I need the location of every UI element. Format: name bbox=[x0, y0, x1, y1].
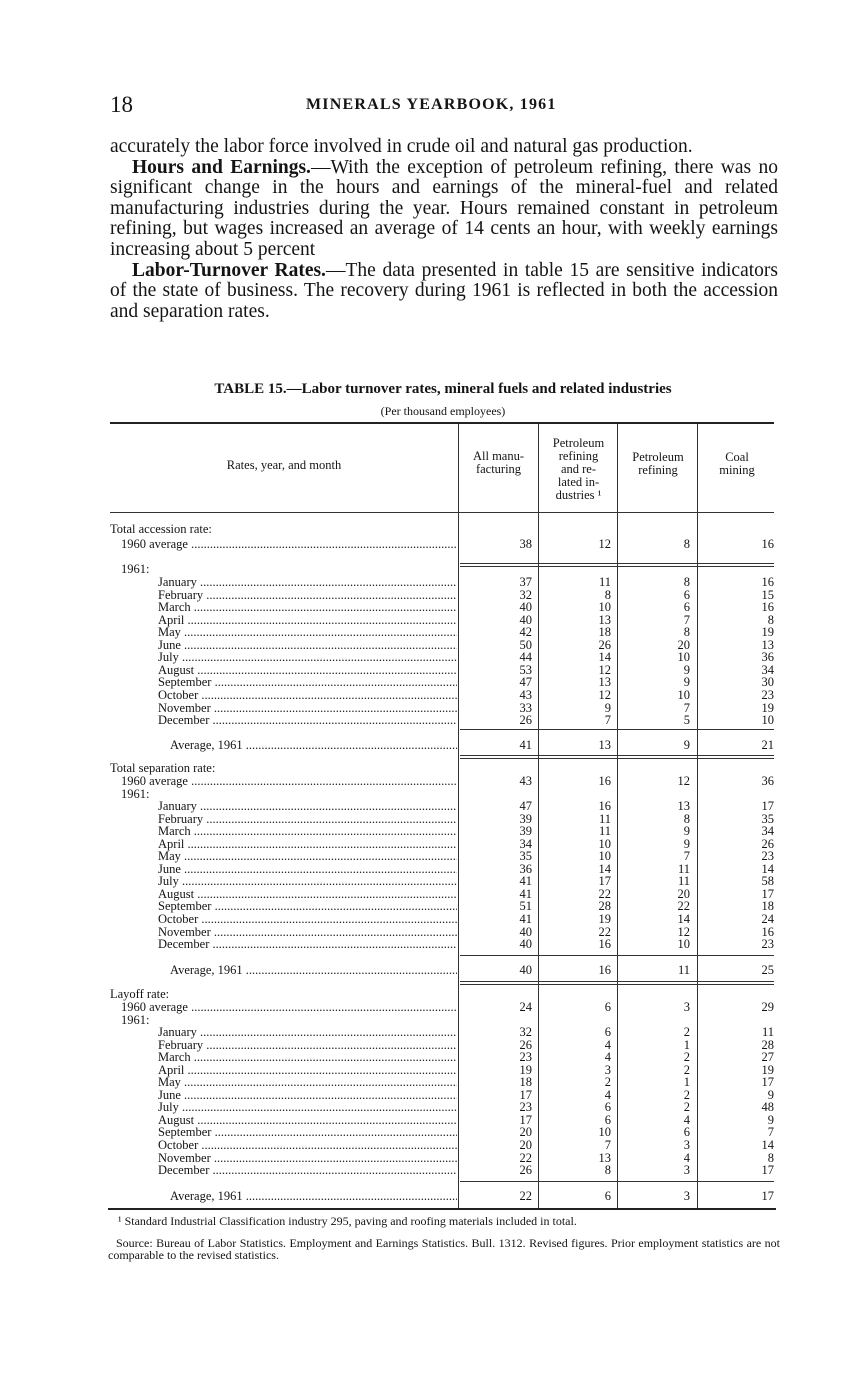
table-row bbox=[0, 850, 864, 863]
cell-petroleum-refining-related: 14 bbox=[598, 650, 611, 665]
cell-coal-mining: 7 bbox=[767, 1125, 774, 1140]
cell-petroleum-refining-related: 16 bbox=[598, 937, 611, 952]
cell-coal-mining: 17 bbox=[761, 1189, 774, 1203]
table-row bbox=[0, 800, 864, 813]
month-label: December ..... bbox=[158, 714, 457, 727]
table-row bbox=[0, 702, 864, 715]
month-label: February ..... bbox=[158, 589, 457, 602]
cell-all-manufacturing: 22 bbox=[519, 1150, 532, 1165]
cell-coal-mining: 19 bbox=[761, 1062, 774, 1077]
cell-petroleum-refining: 3 bbox=[683, 1189, 690, 1203]
cell-petroleum-refining: 7 bbox=[683, 849, 690, 864]
month-label: October ..... bbox=[158, 1139, 457, 1152]
table-rule bbox=[460, 755, 774, 756]
page-header bbox=[110, 92, 776, 118]
month-label: July ..... bbox=[158, 1101, 457, 1114]
table-row bbox=[0, 813, 864, 826]
cell-petroleum-refining-related: 7 bbox=[604, 713, 611, 728]
cell-petroleum-refining-related: 12 bbox=[598, 687, 611, 702]
cell-petroleum-refining: 6 bbox=[683, 1125, 690, 1140]
cell-coal-mining: 11 bbox=[761, 1025, 774, 1039]
row-label: Average, 1961 ..... bbox=[170, 1190, 457, 1203]
month-label: March ..... bbox=[158, 1051, 457, 1064]
cell-petroleum-refining: 12 bbox=[677, 774, 690, 788]
table-row bbox=[0, 601, 864, 614]
cell-all-manufacturing: 20 bbox=[519, 1125, 532, 1140]
row-label: 1960 average ..... bbox=[121, 775, 457, 788]
cell-all-manufacturing: 40 bbox=[519, 600, 532, 615]
row-label: Average, 1961 ..... bbox=[170, 739, 457, 752]
table-source-note: Source: Bureau of Labor Statistics. Employment and Earnings Statistics. Bull. 1312. Revised figures. Prior employment statistics are not comparable to the revised statistics. bbox=[108, 1236, 780, 1262]
table-subtitle: (Per thousand employees) bbox=[380, 404, 506, 418]
cell-petroleum-refining-related: 6 bbox=[604, 1189, 611, 1203]
cell-petroleum-refining-related: 8 bbox=[604, 587, 611, 602]
cell-petroleum-refining: 11 bbox=[677, 861, 690, 876]
cell-petroleum-refining-related: 6 bbox=[604, 1112, 611, 1127]
row-label: 1960 average ..... bbox=[121, 1001, 457, 1014]
table-top-rule bbox=[110, 422, 774, 424]
table-row bbox=[0, 926, 864, 939]
section-heading-accession bbox=[0, 523, 864, 536]
cell-petroleum-refining-related: 6 bbox=[604, 1025, 611, 1039]
cell-all-manufacturing: 42 bbox=[519, 625, 532, 640]
table-row bbox=[0, 875, 864, 888]
table-rule bbox=[460, 981, 774, 982]
cell-all-manufacturing: 17 bbox=[519, 1087, 532, 1102]
cell-petroleum-refining: 12 bbox=[677, 924, 690, 939]
cell-all-manufacturing: 24 bbox=[519, 1000, 532, 1014]
cell-petroleum-refining: 10 bbox=[677, 650, 690, 665]
cell-coal-mining: 35 bbox=[761, 811, 774, 826]
cell-all-manufacturing: 32 bbox=[519, 587, 532, 602]
cell-all-manufacturing: 47 bbox=[519, 799, 532, 813]
month-label: June ..... bbox=[158, 639, 457, 652]
cell-petroleum-refining-related: 19 bbox=[598, 911, 611, 926]
cell-coal-mining: 19 bbox=[761, 700, 774, 715]
table-row-1960-average bbox=[0, 775, 864, 788]
cell-all-manufacturing: 50 bbox=[519, 637, 532, 652]
cell-petroleum-refining: 8 bbox=[683, 575, 690, 589]
month-label: February ..... bbox=[158, 813, 457, 826]
table-row bbox=[0, 1089, 864, 1102]
cell-coal-mining: 58 bbox=[761, 874, 774, 889]
cell-coal-mining: 30 bbox=[761, 675, 774, 690]
cell-coal-mining: 23 bbox=[761, 849, 774, 864]
cell-petroleum-refining-related: 22 bbox=[598, 924, 611, 939]
table-rule bbox=[460, 758, 774, 759]
cell-coal-mining: 14 bbox=[761, 861, 774, 876]
cell-petroleum-refining-related: 16 bbox=[598, 963, 611, 977]
cell-petroleum-refining: 9 bbox=[683, 662, 690, 677]
month-label: November ..... bbox=[158, 702, 457, 715]
cell-all-manufacturing: 35 bbox=[519, 849, 532, 864]
month-label: January ..... bbox=[158, 800, 457, 813]
year-label: 1961: bbox=[121, 1014, 150, 1027]
cell-petroleum-refining: 3 bbox=[683, 1000, 690, 1014]
cell-petroleum-refining-related: 26 bbox=[598, 637, 611, 652]
section-label: Total separation rate: bbox=[110, 762, 216, 775]
table-row bbox=[0, 639, 864, 652]
table-row-average-1961 bbox=[0, 739, 864, 752]
cell-petroleum-refining-related: 10 bbox=[598, 849, 611, 864]
cell-all-manufacturing: 51 bbox=[519, 899, 532, 914]
cell-coal-mining: 8 bbox=[767, 612, 774, 627]
cell-petroleum-refining-related: 6 bbox=[604, 1100, 611, 1115]
section-heading-separation bbox=[0, 762, 864, 775]
month-label: June ..... bbox=[158, 863, 457, 876]
cell-coal-mining: 24 bbox=[761, 911, 774, 926]
cell-petroleum-refining: 4 bbox=[683, 1150, 690, 1165]
table-row bbox=[0, 714, 864, 727]
table-row-average-1961 bbox=[0, 1190, 864, 1203]
cell-coal-mining: 18 bbox=[761, 899, 774, 914]
cell-coal-mining: 23 bbox=[761, 687, 774, 702]
cell-petroleum-refining-related: 12 bbox=[598, 537, 611, 551]
month-label: February ..... bbox=[158, 1039, 457, 1052]
cell-coal-mining: 9 bbox=[767, 1087, 774, 1102]
month-label: March ..... bbox=[158, 601, 457, 614]
cell-coal-mining: 15 bbox=[761, 587, 774, 602]
cell-all-manufacturing: 26 bbox=[519, 713, 532, 728]
cell-coal-mining: 16 bbox=[761, 537, 774, 551]
cell-all-manufacturing: 44 bbox=[519, 650, 532, 665]
cell-petroleum-refining: 3 bbox=[683, 1163, 690, 1178]
month-label: October ..... bbox=[158, 913, 457, 926]
cell-coal-mining: 29 bbox=[761, 1000, 774, 1014]
cell-petroleum-refining-related: 8 bbox=[604, 1163, 611, 1178]
table-rule bbox=[460, 563, 774, 564]
table-row bbox=[0, 1114, 864, 1127]
body-text bbox=[110, 137, 778, 322]
cell-petroleum-refining: 8 bbox=[683, 811, 690, 826]
cell-coal-mining: 16 bbox=[761, 575, 774, 589]
table-row-1960-average bbox=[0, 1001, 864, 1014]
running-title: MINERALS YEARBOOK, 1961 bbox=[306, 96, 557, 113]
cell-petroleum-refining: 2 bbox=[683, 1025, 690, 1039]
table-row bbox=[0, 888, 864, 901]
month-label: March ..... bbox=[158, 825, 457, 838]
cell-petroleum-refining: 7 bbox=[683, 612, 690, 627]
cell-petroleum-refining: 10 bbox=[677, 687, 690, 702]
month-label: July ..... bbox=[158, 875, 457, 888]
col-header-petroleum-refining-related: Petroleum refining and re- lated in- dustries ¹ bbox=[552, 436, 605, 502]
cell-petroleum-refining: 20 bbox=[677, 886, 690, 901]
cell-petroleum-refining-related: 10 bbox=[598, 836, 611, 851]
cell-petroleum-refining: 5 bbox=[683, 713, 690, 728]
month-label: April ..... bbox=[158, 838, 457, 851]
table-footnote: ¹ Standard Industrial Classification industry 295, paving and roofing materials included in total. bbox=[118, 1214, 577, 1228]
month-label: December ..... bbox=[158, 938, 457, 951]
table-rule bbox=[460, 984, 774, 985]
cell-all-manufacturing: 41 bbox=[519, 738, 532, 752]
paragraph-continuation: accurately the labor force involved in crude oil and natural gas production. bbox=[110, 136, 693, 157]
cell-petroleum-refining: 4 bbox=[683, 1112, 690, 1127]
section-heading-layoff bbox=[0, 988, 864, 1001]
cell-petroleum-refining: 8 bbox=[683, 625, 690, 640]
cell-all-manufacturing: 34 bbox=[519, 836, 532, 851]
paragraph-text-hours-earnings: —With the exception of petroleum refining, there was no significant change in the hours and earnings of the mineral-fuel and related manufacturing industries during the year. Hours remained constant in petroleum refining, but wages increased an average of 14 cents an hour, with weekly earnings increasing about 5 percent bbox=[110, 156, 778, 260]
table-row bbox=[0, 1139, 864, 1152]
table-row bbox=[0, 576, 864, 589]
table-row bbox=[0, 1164, 864, 1177]
cell-all-manufacturing: 23 bbox=[519, 1100, 532, 1115]
cell-all-manufacturing: 43 bbox=[519, 687, 532, 702]
cell-all-manufacturing: 32 bbox=[519, 1025, 532, 1039]
cell-petroleum-refining-related: 22 bbox=[598, 886, 611, 901]
cell-all-manufacturing: 43 bbox=[519, 774, 532, 788]
month-label: May ..... bbox=[158, 1076, 457, 1089]
cell-all-manufacturing: 41 bbox=[519, 886, 532, 901]
cell-coal-mining: 28 bbox=[761, 1037, 774, 1052]
cell-all-manufacturing: 37 bbox=[519, 575, 532, 589]
cell-coal-mining: 17 bbox=[761, 1163, 774, 1178]
cell-coal-mining: 26 bbox=[761, 836, 774, 851]
cell-petroleum-refining-related: 10 bbox=[598, 600, 611, 615]
cell-coal-mining: 36 bbox=[761, 650, 774, 665]
table-row bbox=[0, 589, 864, 602]
table-row bbox=[0, 1152, 864, 1165]
month-label: July ..... bbox=[158, 651, 457, 664]
cell-all-manufacturing: 36 bbox=[519, 861, 532, 876]
page-number: 18 bbox=[110, 92, 133, 117]
table-row bbox=[0, 689, 864, 702]
cell-petroleum-refining-related: 13 bbox=[598, 675, 611, 690]
paragraph-lead-hours-earnings: Hours and Earnings. bbox=[132, 156, 311, 178]
table-rule bbox=[460, 1181, 774, 1182]
table-row bbox=[0, 863, 864, 876]
month-label: November ..... bbox=[158, 926, 457, 939]
cell-petroleum-refining-related: 2 bbox=[604, 1075, 611, 1090]
cell-all-manufacturing: 33 bbox=[519, 700, 532, 715]
cell-coal-mining: 17 bbox=[761, 886, 774, 901]
paragraph-text-labor-turnover: —The data presented in table 15 are sensitive indicators of the state of business. The recovery during 1961 is reflected in both the accession and separation rates. bbox=[110, 259, 778, 322]
cell-petroleum-refining-related: 18 bbox=[598, 625, 611, 640]
month-label: December ..... bbox=[158, 1164, 457, 1177]
table-row-average-1961 bbox=[0, 964, 864, 977]
cell-petroleum-refining: 9 bbox=[683, 738, 690, 752]
cell-petroleum-refining: 3 bbox=[683, 1137, 690, 1152]
month-label: May ..... bbox=[158, 850, 457, 863]
table-title: TABLE 15.—Labor turnover rates, mineral fuels and related industries bbox=[214, 381, 672, 397]
section-label: Layoff rate: bbox=[110, 988, 170, 1001]
paragraph-lead-labor-turnover: Labor-Turnover Rates. bbox=[132, 259, 326, 281]
table-rule bbox=[460, 955, 774, 956]
cell-petroleum-refining-related: 14 bbox=[598, 861, 611, 876]
cell-coal-mining: 19 bbox=[761, 625, 774, 640]
month-label: August ..... bbox=[158, 1114, 457, 1127]
year-label: 1961: bbox=[121, 563, 150, 576]
paragraph-hours-earnings bbox=[110, 158, 778, 261]
cell-coal-mining: 34 bbox=[761, 662, 774, 677]
table-row bbox=[0, 626, 864, 639]
month-label: April ..... bbox=[158, 614, 457, 627]
cell-petroleum-refining-related: 3 bbox=[604, 1062, 611, 1077]
cell-all-manufacturing: 26 bbox=[519, 1163, 532, 1178]
cell-petroleum-refining: 7 bbox=[683, 700, 690, 715]
cell-all-manufacturing: 53 bbox=[519, 662, 532, 677]
cell-all-manufacturing: 23 bbox=[519, 1050, 532, 1065]
cell-all-manufacturing: 40 bbox=[519, 924, 532, 939]
table-bottom-rule bbox=[108, 1208, 776, 1210]
cell-petroleum-refining: 1 bbox=[683, 1075, 690, 1090]
table-row bbox=[0, 900, 864, 913]
cell-coal-mining: 27 bbox=[761, 1050, 774, 1065]
cell-petroleum-refining-related: 16 bbox=[598, 799, 611, 813]
stub-header: Rates, year, and month bbox=[226, 458, 342, 472]
cell-petroleum-refining: 6 bbox=[683, 600, 690, 615]
month-label: August ..... bbox=[158, 664, 457, 677]
cell-petroleum-refining: 9 bbox=[683, 675, 690, 690]
cell-petroleum-refining-related: 6 bbox=[604, 1000, 611, 1014]
cell-coal-mining: 36 bbox=[761, 774, 774, 788]
cell-petroleum-refining-related: 13 bbox=[598, 738, 611, 752]
year-label: 1961: bbox=[121, 788, 150, 801]
table-row bbox=[0, 664, 864, 677]
cell-coal-mining: 17 bbox=[761, 799, 774, 813]
cell-coal-mining: 8 bbox=[767, 1150, 774, 1165]
month-label: April ..... bbox=[158, 1064, 457, 1077]
cell-petroleum-refining-related: 11 bbox=[598, 575, 611, 589]
cell-all-manufacturing: 26 bbox=[519, 1037, 532, 1052]
cell-coal-mining: 13 bbox=[761, 637, 774, 652]
month-label: September ..... bbox=[158, 676, 457, 689]
cell-coal-mining: 14 bbox=[761, 1137, 774, 1152]
col-header-petroleum-refining: Petroleum refining bbox=[632, 450, 684, 477]
col-header-all-manufacturing: All manu- facturing bbox=[472, 449, 525, 476]
cell-all-manufacturing: 20 bbox=[519, 1137, 532, 1152]
cell-petroleum-refining-related: 12 bbox=[598, 662, 611, 677]
cell-petroleum-refining: 9 bbox=[683, 836, 690, 851]
cell-petroleum-refining: 9 bbox=[683, 824, 690, 839]
cell-all-manufacturing: 39 bbox=[519, 824, 532, 839]
cell-petroleum-refining-related: 13 bbox=[598, 1150, 611, 1165]
cell-petroleum-refining-related: 11 bbox=[598, 824, 611, 839]
cell-coal-mining: 48 bbox=[761, 1100, 774, 1115]
cell-all-manufacturing: 40 bbox=[519, 963, 532, 977]
cell-petroleum-refining: 11 bbox=[677, 963, 690, 977]
table-row bbox=[0, 1051, 864, 1064]
cell-petroleum-refining-related: 4 bbox=[604, 1087, 611, 1102]
table-row-1960-average bbox=[0, 538, 864, 551]
cell-coal-mining: 21 bbox=[761, 738, 774, 752]
month-label: January ..... bbox=[158, 1026, 457, 1039]
table-row bbox=[0, 938, 864, 951]
cell-petroleum-refining: 22 bbox=[677, 899, 690, 914]
table-header-rule bbox=[110, 512, 774, 513]
cell-petroleum-refining-related: 11 bbox=[598, 811, 611, 826]
cell-all-manufacturing: 19 bbox=[519, 1062, 532, 1077]
cell-coal-mining: 34 bbox=[761, 824, 774, 839]
table-row bbox=[0, 614, 864, 627]
row-label: 1960 average ..... bbox=[121, 538, 457, 551]
table-row bbox=[0, 1039, 864, 1052]
table-row bbox=[0, 838, 864, 851]
table-rule bbox=[460, 566, 774, 567]
row-label: Average, 1961 ..... bbox=[170, 964, 457, 977]
cell-coal-mining: 25 bbox=[761, 963, 774, 977]
month-label: September ..... bbox=[158, 900, 457, 913]
cell-petroleum-refining-related: 10 bbox=[598, 1125, 611, 1140]
cell-all-manufacturing: 40 bbox=[519, 612, 532, 627]
cell-petroleum-refining: 13 bbox=[677, 799, 690, 813]
cell-petroleum-refining-related: 28 bbox=[598, 899, 611, 914]
month-label: November ..... bbox=[158, 1152, 457, 1165]
table-row bbox=[0, 651, 864, 664]
paragraph-labor-turnover bbox=[110, 261, 778, 323]
cell-petroleum-refining: 1 bbox=[683, 1037, 690, 1052]
table-row bbox=[0, 1101, 864, 1114]
cell-all-manufacturing: 41 bbox=[519, 874, 532, 889]
table-row bbox=[0, 1064, 864, 1077]
cell-petroleum-refining-related: 16 bbox=[598, 774, 611, 788]
cell-petroleum-refining-related: 7 bbox=[604, 1137, 611, 1152]
cell-all-manufacturing: 18 bbox=[519, 1075, 532, 1090]
cell-petroleum-refining: 11 bbox=[677, 874, 690, 889]
month-label: June ..... bbox=[158, 1089, 457, 1102]
section-label: Total accession rate: bbox=[110, 523, 212, 536]
cell-petroleum-refining: 20 bbox=[677, 637, 690, 652]
col-header-coal-mining: Coal mining bbox=[719, 450, 755, 477]
cell-petroleum-refining-related: 17 bbox=[598, 874, 611, 889]
table-row bbox=[0, 1126, 864, 1139]
cell-petroleum-refining-related: 4 bbox=[604, 1050, 611, 1065]
cell-petroleum-refining: 8 bbox=[683, 537, 690, 551]
table-rule bbox=[460, 729, 774, 730]
table-row bbox=[0, 676, 864, 689]
cell-all-manufacturing: 17 bbox=[519, 1112, 532, 1127]
cell-coal-mining: 17 bbox=[761, 1075, 774, 1090]
cell-petroleum-refining: 6 bbox=[683, 587, 690, 602]
month-label: September ..... bbox=[158, 1126, 457, 1139]
month-label: January ..... bbox=[158, 576, 457, 589]
cell-petroleum-refining-related: 13 bbox=[598, 612, 611, 627]
cell-coal-mining: 10 bbox=[761, 713, 774, 728]
cell-petroleum-refining: 10 bbox=[677, 937, 690, 952]
cell-all-manufacturing: 39 bbox=[519, 811, 532, 826]
cell-petroleum-refining: 2 bbox=[683, 1100, 690, 1115]
cell-petroleum-refining: 2 bbox=[683, 1050, 690, 1065]
cell-coal-mining: 23 bbox=[761, 937, 774, 952]
year-label-1961 bbox=[0, 563, 864, 576]
table-row bbox=[0, 1026, 864, 1039]
cell-coal-mining: 16 bbox=[761, 600, 774, 615]
cell-petroleum-refining: 14 bbox=[677, 911, 690, 926]
cell-all-manufacturing: 47 bbox=[519, 675, 532, 690]
month-label: October ..... bbox=[158, 689, 457, 702]
cell-all-manufacturing: 38 bbox=[519, 537, 532, 551]
cell-all-manufacturing: 40 bbox=[519, 937, 532, 952]
cell-petroleum-refining-related: 4 bbox=[604, 1037, 611, 1052]
cell-petroleum-refining: 2 bbox=[683, 1062, 690, 1077]
cell-coal-mining: 16 bbox=[761, 924, 774, 939]
cell-all-manufacturing: 22 bbox=[519, 1189, 532, 1203]
table-row bbox=[0, 825, 864, 838]
cell-petroleum-refining-related: 9 bbox=[604, 700, 611, 715]
table-row bbox=[0, 913, 864, 926]
cell-petroleum-refining: 2 bbox=[683, 1087, 690, 1102]
table-row bbox=[0, 1076, 864, 1089]
month-label: May ..... bbox=[158, 626, 457, 639]
cell-coal-mining: 9 bbox=[767, 1112, 774, 1127]
month-label: August ..... bbox=[158, 888, 457, 901]
cell-all-manufacturing: 41 bbox=[519, 911, 532, 926]
